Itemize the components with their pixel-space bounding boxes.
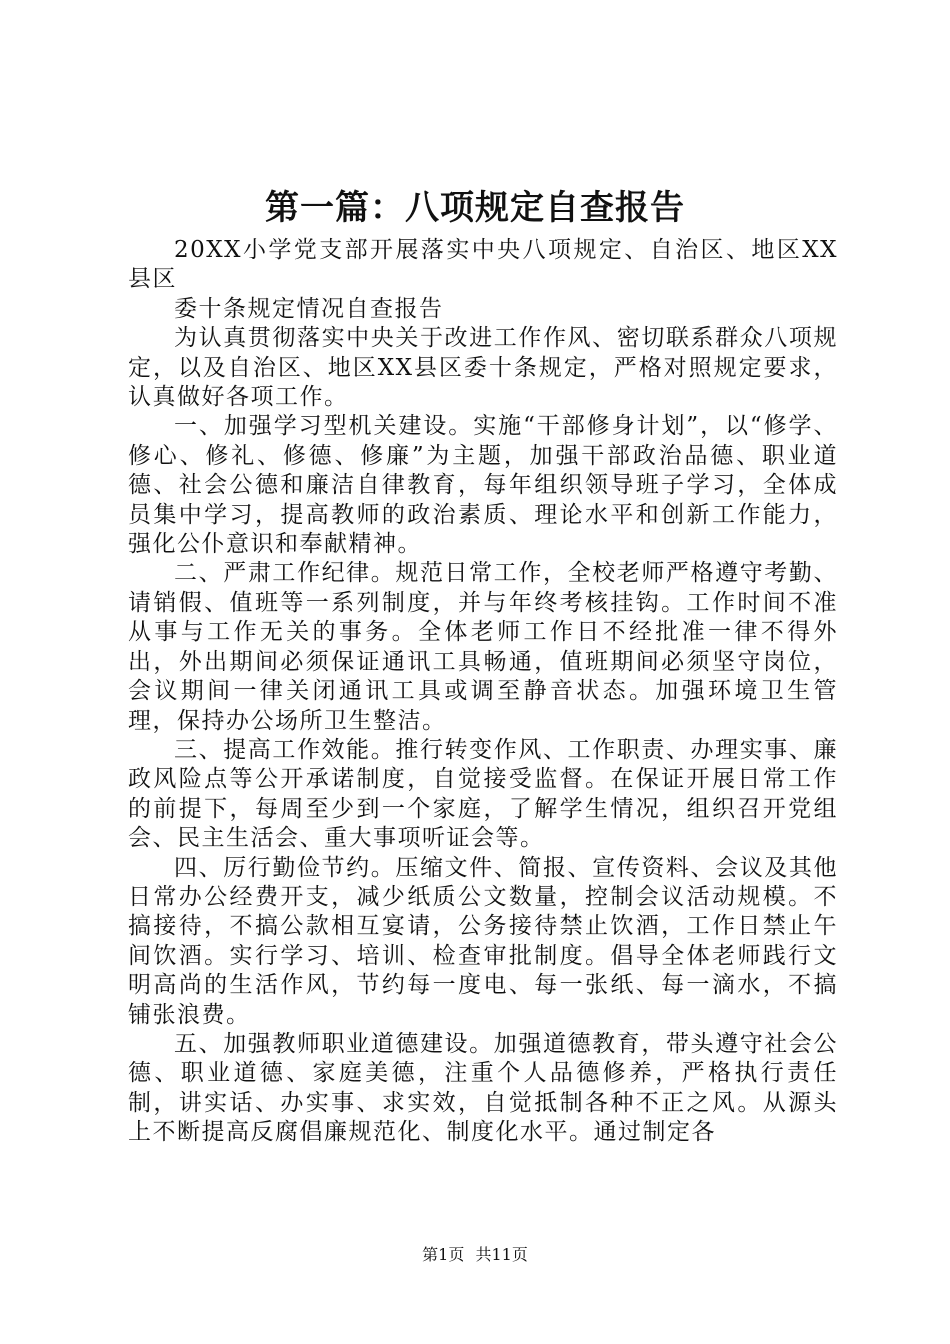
document-title: 第一篇：八项规定自查报告 (265, 188, 685, 228)
document-body (128, 236, 838, 1148)
paragraph-section-5: 五、加强教师职业道德建设。加强道德教育，带头遵守社会公德、职业道德、家庭美德，注重个人品德修养，严格执行责任制，讲实话、办实事、求实效，自觉抵制各种不正之风。从源头上不断提高反腐倡廉规范化、制度化水平。通过制定各 (128, 1030, 838, 1146)
paragraph-heading-line-1: 20XX小学党支部开展落实中央八项规定、自治区、地区XX县区 (128, 237, 838, 293)
page-total: 共11页 (475, 1245, 528, 1264)
paragraph-heading-line-2: 委十条规定情况自查报告 (174, 295, 444, 322)
paragraph-intro: 为认真贯彻落实中央关于改进工作作风、密切联系群众八项规定，以及自治区、地区XX县区委十条规定，严格对照规定要求，认真做好各项工作。 (128, 325, 838, 411)
page-number: 第1页 (422, 1245, 465, 1264)
paragraph-section-3: 三、提高工作效能。推行转变作风、工作职责、办理实事、廉政风险点等公开承诺制度，自觉接受监督。在保证开展日常工作的前提下，每周至少到一个家庭，了解学生情况，组织召开党组会、民主生活会、重大事项听证会等。 (128, 736, 838, 852)
paragraph-section-4: 四、厉行勤俭节约。压缩文件、简报、宣传资料、会议及其他日常办公经费开支，减少纸质公文数量，控制会议活动规模。不搞接待，不搞公款相互宴请，公务接待禁止饮酒，工作日禁止午间饮酒。实行学习、培训、检查审批制度。倡导全体老师践行文明高尚的生活作风，节约每一度电、每一张纸、每一滴水，不搞铺张浪费。 (128, 854, 838, 1028)
paragraph-section-2: 二、严肃工作纪律。规范日常工作，全校老师严格遵守考勤、请销假、值班等一系列制度，并与年终考核挂钩。工作时间不准从事与工作无关的事务。全体老师工作日不经批准一律不得外出，外出期间必须保证通讯工具畅通，值班期间必须坚守岗位，会议期间一律关闭通讯工具或调至静音状态。加强环境卫生管理，保持办公场所卫生整洁。 (128, 560, 838, 734)
paragraph-section-1: 一、加强学习型机关建设。实施“干部修身计划”，以“修学、修心、修礼、修德、修廉”为主题，加强干部政治品德、职业道德、社会公德和廉洁自律教育，每年组织领导班子学习，全体成员集中学习，提高教师的政治素质、理论水平和创新工作能力，强化公仆意识和奉献精神。 (128, 413, 838, 558)
page-footer (0, 1244, 950, 1266)
